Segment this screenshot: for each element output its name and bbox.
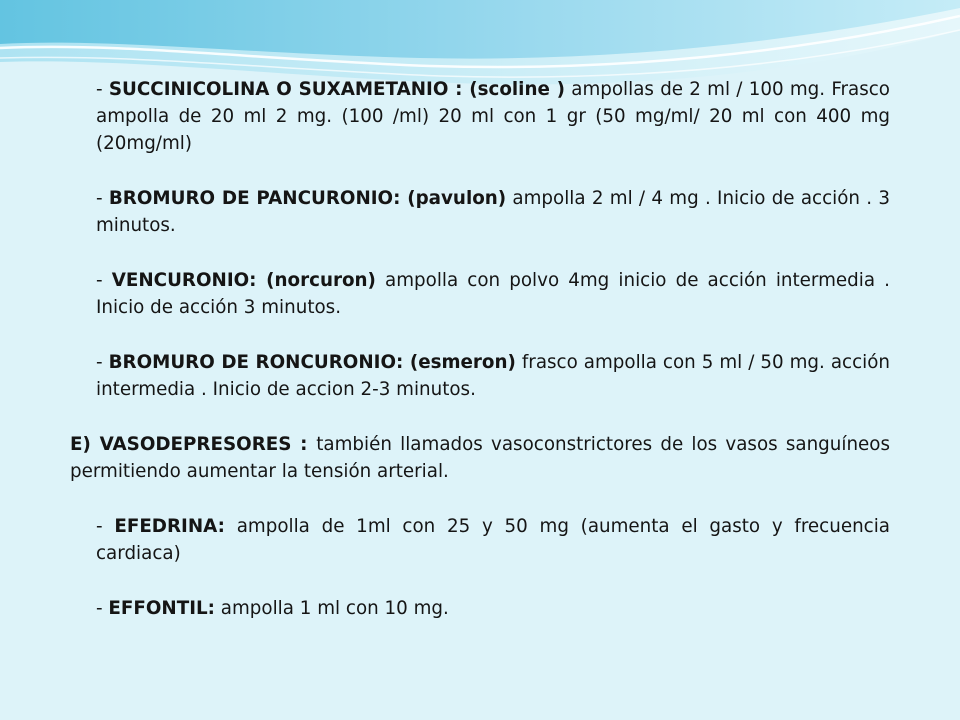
bold-term: BROMURO DE RONCURONIO: (esmeron): [108, 352, 516, 373]
body-text: ampolla de 1ml con 25 y 50 mg (aumenta el gasto y frecuencia cardiaca): [96, 516, 890, 564]
paragraph-4: [70, 349, 890, 403]
body-text: ampolla con polvo 4mg inicio de acción intermedia . Inicio de acción 3 minutos.: [96, 270, 890, 318]
paragraph-7: [70, 595, 890, 622]
body-text: -: [96, 270, 112, 291]
bold-term: E) VASODEPRESORES :: [70, 434, 317, 455]
bold-term: EFFONTIL:: [108, 598, 215, 619]
body-text: -: [96, 79, 109, 100]
body-text: -: [96, 352, 109, 373]
bold-term: VENCURONIO: (norcuron): [111, 270, 376, 291]
body-text: ampolla 2 ml / 4 mg . Inicio de acción . 3 minutos.: [96, 188, 890, 236]
paragraph-6: [70, 513, 890, 567]
paragraph-3: [70, 267, 890, 321]
body-text: también llamados vasoconstrictores de los vasos sanguíneos permitiendo aumentar la tensión arterial.: [70, 434, 890, 482]
body-text: frasco ampolla con 5 ml / 50 mg. acción intermedia . Inicio de accion 2-3 minutos.: [96, 352, 890, 400]
bold-term: SUCCINICOLINA O SUXAMETANIO : (scoline ): [108, 79, 566, 100]
body-text: -: [96, 598, 109, 619]
paragraph-5: [70, 431, 890, 485]
bold-term: BROMURO DE PANCURONIO: (pavulon): [108, 188, 507, 209]
paragraph-2: [70, 185, 890, 239]
bold-term: EFEDRINA:: [114, 516, 225, 537]
paragraph-1: [70, 76, 890, 157]
body-text: -: [96, 516, 115, 537]
body-text: ampolla 1 ml con 10 mg.: [214, 598, 449, 619]
slide-body: [70, 76, 890, 650]
body-text: ampollas de 2 ml / 100 mg. Frasco ampolla de 20 ml 2 mg. (100 /ml) 20 ml con 1 gr (50 mg/ml/ 20 ml con 400 mg (20mg/ml): [96, 79, 890, 154]
body-text: -: [96, 188, 109, 209]
